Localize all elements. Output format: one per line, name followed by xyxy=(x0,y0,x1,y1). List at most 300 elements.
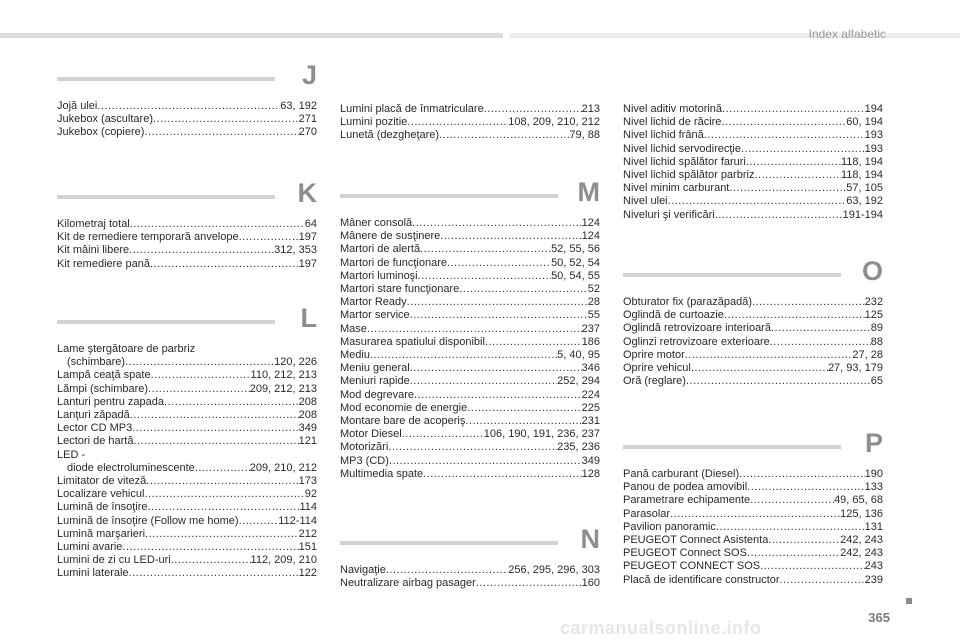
index-entry xyxy=(57,462,317,475)
leader-dots xyxy=(130,218,305,231)
leader-dots xyxy=(721,116,846,129)
entry-term: Kit mâini libere xyxy=(57,244,130,257)
entry-pages: 346 xyxy=(581,362,600,375)
leader-dots xyxy=(389,455,582,468)
entry-term: Oglinzi retrovizoare exterioare xyxy=(623,335,770,348)
section-letter-m: M xyxy=(340,183,600,217)
section-letter-j: J xyxy=(57,66,317,100)
leader-dots xyxy=(686,375,871,388)
entry-pages: 50, 52, 54 xyxy=(551,256,600,269)
leader-dots xyxy=(668,195,847,208)
index-entry xyxy=(623,309,883,322)
entry-pages: 49, 65, 68 xyxy=(834,494,883,507)
entry-pages: 120, 226 xyxy=(274,356,317,369)
entry-pages: 131 xyxy=(864,520,883,533)
index-entry xyxy=(57,422,317,435)
entry-pages: 208 xyxy=(298,395,317,408)
leader-dots xyxy=(386,564,508,577)
section-letter-k: K xyxy=(57,184,317,218)
entry-pages: 114 xyxy=(299,501,317,514)
index-entry xyxy=(57,396,317,409)
entry-pages: 89 xyxy=(870,322,883,335)
section-n xyxy=(340,524,600,590)
entry-pages: 64 xyxy=(304,218,317,230)
entry-term: Jukebox (copiere) xyxy=(57,126,145,139)
entry-pages: 60, 194 xyxy=(846,116,883,129)
entry-term: Lector CD MP3 xyxy=(57,422,133,435)
entry-term: Nivel lichid spălător parbriz xyxy=(623,169,755,182)
entry-term: Oglindă de curtoazie xyxy=(623,309,724,322)
entry-pages: 50, 54, 55 xyxy=(551,269,600,282)
entry-term: Jukebox (ascultare) xyxy=(57,113,153,126)
entry-pages: 112-114 xyxy=(278,514,317,527)
index-entry xyxy=(340,564,600,577)
entry-term: Martori luminoşi xyxy=(340,269,418,282)
entry-pages: 92 xyxy=(304,488,317,501)
entry-pages: 209, 210, 212 xyxy=(249,461,317,474)
entry-term: Lampă ceaţă spate xyxy=(57,369,151,382)
entry-term: Lanturi pentru zapada xyxy=(57,395,165,408)
entry-pages: 252, 294 xyxy=(557,375,600,388)
entry-term: LED - xyxy=(57,448,86,461)
index-entry xyxy=(57,100,317,113)
leader-dots xyxy=(145,528,299,541)
leader-dots xyxy=(467,402,581,415)
index-entry xyxy=(623,349,883,362)
leader-dots xyxy=(153,113,299,126)
index-entry xyxy=(623,296,883,309)
entry-pages: 209, 212, 213 xyxy=(249,382,317,395)
entry-pages: 225 xyxy=(581,401,600,414)
leader-dots xyxy=(760,560,865,573)
index-entry xyxy=(57,369,317,382)
entry-pages: 197 xyxy=(298,257,317,270)
index-entry xyxy=(340,468,600,481)
entry-term: Lumini pozitie xyxy=(340,116,408,129)
watermark: carmanualsonline.info xyxy=(560,618,762,638)
leader-dots xyxy=(130,409,299,422)
entry-pages: 349 xyxy=(298,422,317,435)
index-entry xyxy=(340,455,600,468)
leader-dots xyxy=(144,488,304,501)
leader-dots xyxy=(715,209,843,222)
index-entry xyxy=(57,356,317,369)
entry-pages: 243 xyxy=(864,560,883,573)
leader-dots xyxy=(768,534,840,547)
entry-term: Lunetă (dezgheţare) xyxy=(340,129,440,142)
entry-pages: 191-194 xyxy=(842,208,883,221)
entry-pages: 124 xyxy=(581,230,600,243)
entry-pages: 151 xyxy=(298,541,317,554)
entry-pages: 125, 136 xyxy=(840,507,883,520)
index-entry xyxy=(340,309,600,322)
entry-term: diode electroluminescente xyxy=(67,461,195,474)
entry-pages: 242, 243 xyxy=(840,547,883,560)
leader-dots xyxy=(388,441,557,454)
entry-term: Kit remediere pană xyxy=(57,257,150,270)
entry-pages: 106, 190, 191, 236, 237 xyxy=(483,428,600,441)
section-n-continued xyxy=(623,103,883,222)
index-entry xyxy=(623,521,883,534)
entry-pages: 197 xyxy=(298,231,317,244)
leader-dots xyxy=(171,554,251,567)
entry-pages: 193 xyxy=(864,142,883,155)
leader-dots xyxy=(132,422,298,435)
entry-term: Oprire motor xyxy=(623,348,685,361)
entry-pages: 27, 93, 179 xyxy=(827,362,883,375)
entry-pages: 110, 212, 213 xyxy=(250,369,317,382)
entry-term: Lămpi (schimbare) xyxy=(57,382,149,395)
entry-term: Masurarea spatiului disponibil xyxy=(340,335,485,348)
index-entry xyxy=(57,244,317,257)
leader-dots xyxy=(780,574,865,587)
entry-pages: 112, 209, 210 xyxy=(250,554,317,567)
leader-dots xyxy=(239,231,299,244)
index-entry xyxy=(57,126,317,139)
entry-term: Mediu xyxy=(340,349,370,362)
entry-pages: 190 xyxy=(864,468,883,480)
index-entry xyxy=(623,362,883,375)
section-letter-o: O xyxy=(623,262,883,296)
leader-dots xyxy=(685,349,853,362)
index-entry xyxy=(623,574,883,587)
index-entry xyxy=(57,258,317,271)
entry-term: Pană carburant (Diesel) xyxy=(623,468,740,480)
page-number: 365 xyxy=(868,610,890,625)
index-entry xyxy=(57,554,317,567)
index-entry xyxy=(340,349,600,362)
entry-term: Neutralizare airbag pasager xyxy=(340,577,476,590)
entry-term: PEUGEOT CONNECT SOS xyxy=(623,560,761,573)
entry-pages: 79, 88 xyxy=(569,129,600,142)
leader-dots xyxy=(476,577,582,590)
index-entry xyxy=(623,195,883,208)
entry-term: Nivel lichid frână xyxy=(623,129,704,142)
entry-term: PEUGEOT Connect SOS xyxy=(623,547,747,560)
entry-term: Motorizări xyxy=(340,441,389,454)
entry-term: Martori de funcţionare xyxy=(340,256,447,269)
index-entry xyxy=(340,296,600,309)
leader-dots xyxy=(754,169,841,182)
entry-term: Martori de alertă xyxy=(340,243,421,256)
leader-dots xyxy=(722,103,865,116)
entry-pages: 212 xyxy=(298,527,317,540)
leader-dots xyxy=(447,257,551,270)
entry-term: Lumină marşarieri xyxy=(57,527,146,540)
leader-dots xyxy=(407,296,588,309)
index-entry xyxy=(57,515,317,528)
entry-term: Mânere de susţinere xyxy=(340,230,441,243)
index-entry xyxy=(57,231,317,244)
leader-dots xyxy=(412,217,581,230)
index-entry xyxy=(623,116,883,129)
leader-dots xyxy=(129,567,299,580)
leader-dots xyxy=(423,468,581,481)
index-entry xyxy=(57,218,317,231)
entry-term: Lumină de însoţire (Follow me home) xyxy=(57,514,239,527)
section-m xyxy=(340,177,600,481)
entry-pages: 65 xyxy=(870,375,883,388)
leader-dots xyxy=(704,129,865,142)
entry-pages: 193 xyxy=(864,129,883,142)
entry-pages: 213 xyxy=(581,103,600,115)
entry-term: Motor Diesel xyxy=(340,428,402,441)
index-entry xyxy=(57,449,317,462)
entry-term: Limitator de viteză xyxy=(57,475,147,488)
entry-term: (schimbare) xyxy=(67,356,126,369)
entry-term: Pavilion panoramic xyxy=(623,520,716,533)
leader-dots xyxy=(724,309,865,322)
index-entry xyxy=(623,494,883,507)
index-entry xyxy=(340,230,600,243)
entry-pages: 108, 209, 210, 212 xyxy=(508,116,600,129)
leader-dots xyxy=(691,362,828,375)
index-entry xyxy=(57,343,317,356)
leader-dots xyxy=(459,283,588,296)
entry-pages: 52, 55, 56 xyxy=(551,243,600,256)
entry-term: Nivel minim carburant xyxy=(623,182,730,195)
index-entry xyxy=(340,336,600,349)
entry-pages: 124 xyxy=(581,217,600,229)
index-entry xyxy=(623,129,883,142)
index-entry xyxy=(623,209,883,222)
entry-term: Martori stare funcţionare xyxy=(340,283,460,296)
entry-term: Oglindă retrovizoare interioară xyxy=(623,322,771,335)
leader-dots xyxy=(750,494,834,507)
leader-dots xyxy=(370,349,557,362)
leader-dots xyxy=(746,156,841,169)
section-l-continued xyxy=(340,103,600,143)
entry-term: Nivel ulei xyxy=(623,195,668,208)
entry-pages: 28 xyxy=(587,296,600,309)
leader-dots xyxy=(410,309,588,322)
entry-term: MP3 (CD) xyxy=(340,454,389,467)
index-entry xyxy=(57,488,317,501)
index-entry xyxy=(623,182,883,195)
index-entry xyxy=(340,428,600,441)
index-entry xyxy=(57,475,317,488)
index-entry xyxy=(340,217,600,230)
entry-pages: 133 xyxy=(864,481,883,494)
entry-term: Meniu general xyxy=(340,362,410,375)
leader-dots xyxy=(747,481,864,494)
entry-term: Lumini laterale xyxy=(57,567,129,580)
leader-dots xyxy=(410,375,557,388)
header-bar-right xyxy=(510,33,960,38)
section-letter-n: N xyxy=(340,530,600,564)
entry-term: Mase xyxy=(340,322,367,335)
index-entry xyxy=(340,283,600,296)
index-entry xyxy=(623,322,883,335)
entry-term: Mâner consolă xyxy=(340,217,413,229)
leader-dots xyxy=(741,143,865,156)
leader-dots xyxy=(465,415,581,428)
entry-pages: 235, 236 xyxy=(557,441,600,454)
entry-term: PEUGEOT Connect Asistenta xyxy=(623,534,769,547)
entry-term: Localizare vehicul xyxy=(57,488,145,501)
section-o xyxy=(623,256,883,388)
leader-dots xyxy=(150,258,299,271)
entry-pages: 242, 243 xyxy=(840,534,883,547)
entry-pages: 55 xyxy=(587,309,600,322)
index-entry xyxy=(623,169,883,182)
index-entry xyxy=(623,547,883,560)
index-entry xyxy=(57,409,317,422)
leader-dots xyxy=(747,547,840,560)
leader-dots xyxy=(670,508,840,521)
index-entry xyxy=(623,560,883,573)
index-entry xyxy=(57,567,317,580)
entry-term: Panou de podea amovibil xyxy=(623,481,748,494)
index-entry xyxy=(57,541,317,554)
entry-pages: 121 xyxy=(298,435,317,448)
entry-term: Lumini de zi cu LED-uri xyxy=(57,554,171,567)
entry-pages: 57, 105 xyxy=(846,182,883,195)
index-entry xyxy=(623,481,883,494)
index-entry xyxy=(623,468,883,481)
entry-term: Lame ştergătoare de parbriz xyxy=(57,343,196,355)
leader-dots xyxy=(414,389,582,402)
leader-dots xyxy=(729,182,846,195)
index-entry xyxy=(623,508,883,521)
leader-dots xyxy=(125,356,274,369)
index-entry xyxy=(340,362,600,375)
index-entry xyxy=(340,243,600,256)
index-entry xyxy=(57,383,317,396)
leader-dots xyxy=(97,100,280,113)
index-entry xyxy=(57,113,317,126)
leader-dots xyxy=(439,129,569,142)
index-entry xyxy=(623,336,883,349)
section-letter-p: P xyxy=(623,434,883,468)
leader-dots xyxy=(148,501,300,514)
leader-dots xyxy=(402,428,484,441)
entry-term: Parametrare echipamente xyxy=(623,494,751,507)
leader-dots xyxy=(367,323,582,336)
entry-pages: 224 xyxy=(581,388,600,401)
entry-pages: 237 xyxy=(581,322,600,335)
leader-dots xyxy=(407,116,508,129)
entry-term: Oră (reglare) xyxy=(623,375,686,388)
page-marker xyxy=(906,598,912,604)
leader-dots xyxy=(146,475,298,488)
entry-pages: 125 xyxy=(864,309,883,322)
entry-term: Nivel lichid spălător faruri xyxy=(623,155,746,168)
entry-pages: 27, 28 xyxy=(852,348,883,361)
index-entry xyxy=(340,270,600,283)
entry-pages: 63, 192 xyxy=(846,195,883,208)
section-j xyxy=(57,60,317,140)
entry-pages: 118, 194 xyxy=(840,169,883,182)
entry-pages: 194 xyxy=(864,103,883,115)
leader-dots xyxy=(195,462,250,475)
entry-term: Lanţuri zăpadă xyxy=(57,409,130,422)
leader-dots xyxy=(418,270,551,283)
entry-pages: 118, 194 xyxy=(840,155,883,168)
index-entry xyxy=(340,116,600,129)
index-entry xyxy=(57,501,317,514)
index-entry xyxy=(623,143,883,156)
entry-pages: 271 xyxy=(298,113,317,126)
leader-dots xyxy=(164,396,299,409)
leader-dots xyxy=(133,435,298,448)
entry-term: Parasolar xyxy=(623,507,671,520)
index-entry xyxy=(623,375,883,388)
leader-dots xyxy=(771,322,871,335)
leader-dots xyxy=(484,103,582,116)
entry-pages: 160 xyxy=(581,577,600,590)
header-bar xyxy=(0,33,503,38)
index-entry xyxy=(340,103,600,116)
entry-term: Placă de identificare constructor xyxy=(623,573,780,586)
leader-dots xyxy=(239,515,279,528)
entry-pages: 231 xyxy=(581,415,600,428)
entry-term: Navigaţie xyxy=(340,564,386,576)
entry-pages: 239 xyxy=(864,573,883,586)
entry-pages: 208 xyxy=(298,409,317,422)
entry-term: Kit de remediere temporară anvelope xyxy=(57,231,239,244)
leader-dots xyxy=(739,468,864,481)
section-l xyxy=(57,303,317,581)
entry-term: Lumini avarie xyxy=(57,541,123,554)
leader-dots xyxy=(485,336,582,349)
index-entry xyxy=(340,129,600,142)
entry-term: Multimedia spate xyxy=(340,467,424,480)
entry-term: Nivel lichid servodirecţie xyxy=(623,142,741,155)
index-entry xyxy=(57,528,317,541)
entry-term: Lumini placă de înmatriculare xyxy=(340,103,484,115)
entry-pages: 232 xyxy=(864,296,883,308)
leader-dots xyxy=(151,369,251,382)
entry-pages: 88 xyxy=(870,335,883,348)
index-entry xyxy=(57,435,317,448)
leader-dots xyxy=(122,541,298,554)
entry-term: Lectori de hartă xyxy=(57,435,134,448)
entry-pages: 52 xyxy=(587,283,600,296)
leader-dots xyxy=(410,362,582,375)
index-entry xyxy=(340,257,600,270)
entry-term: Kilometraj total xyxy=(57,218,130,230)
entry-term: Obturator fix (parazăpadă) xyxy=(623,296,753,308)
entry-pages: 173 xyxy=(298,475,317,488)
entry-pages: 186 xyxy=(581,335,600,348)
leader-dots xyxy=(420,243,551,256)
index-entry xyxy=(340,415,600,428)
index-entry xyxy=(623,103,883,116)
index-entry xyxy=(340,402,600,415)
entry-term: Meniuri rapide xyxy=(340,375,410,388)
leader-dots xyxy=(716,521,865,534)
leader-dots xyxy=(148,383,250,396)
entry-term: Oprire vehicul xyxy=(623,362,691,375)
index-entry xyxy=(340,375,600,388)
entry-term: Mod degrevare xyxy=(340,388,414,401)
entry-term: Lumină de însoţire xyxy=(57,501,148,514)
entry-term: Mod economie de energie xyxy=(340,401,468,414)
entry-term: Niveluri şi verificări xyxy=(623,208,715,221)
section-letter-l: L xyxy=(57,309,317,343)
entry-pages: 63, 192 xyxy=(280,100,317,112)
entry-pages: 312, 353 xyxy=(274,244,317,257)
index-entry xyxy=(340,323,600,336)
entry-term: Nivel aditiv motorină xyxy=(623,103,723,115)
index-entry xyxy=(340,389,600,402)
index-entry xyxy=(340,441,600,454)
index-entry xyxy=(623,534,883,547)
leader-dots xyxy=(770,336,871,349)
entry-pages: 270 xyxy=(298,126,317,139)
entry-pages: 122 xyxy=(298,567,317,580)
